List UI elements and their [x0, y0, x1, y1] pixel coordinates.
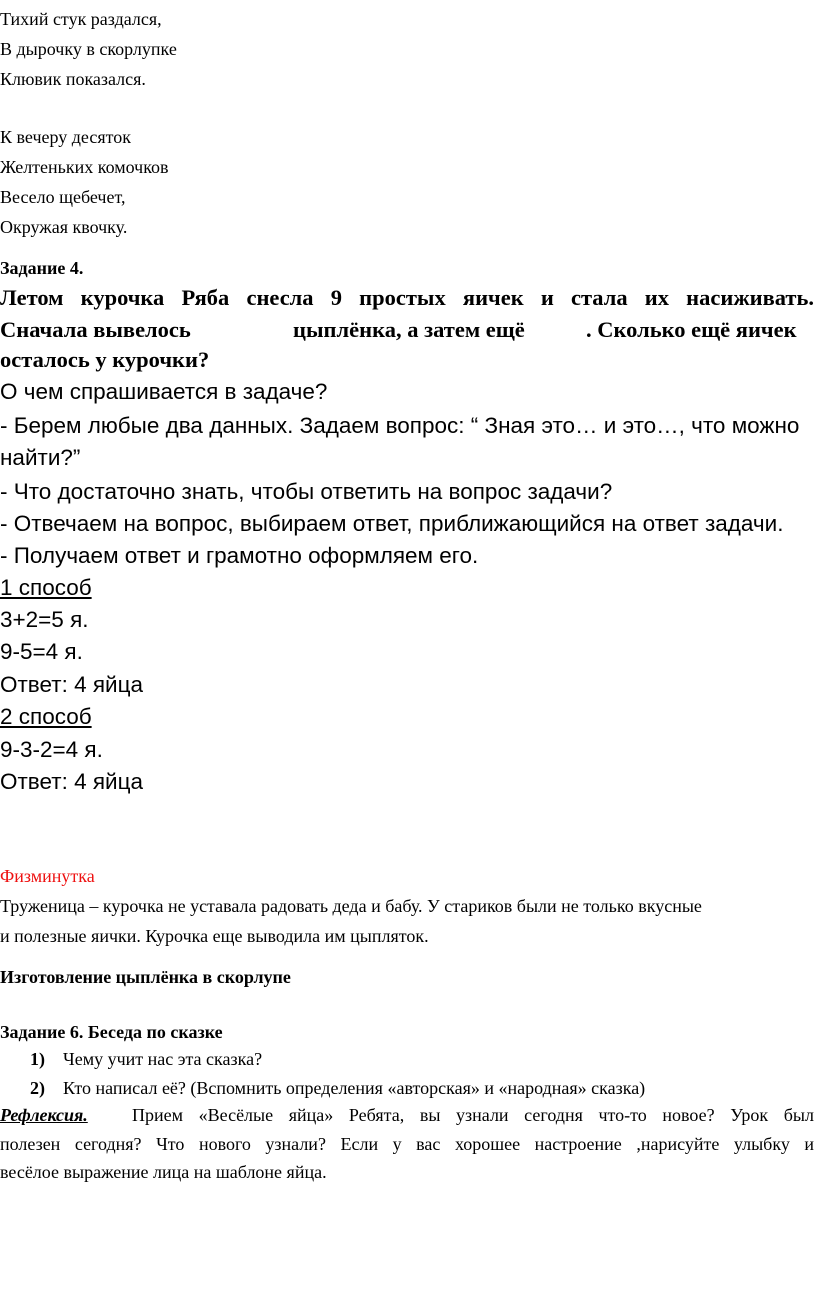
poem-line: Окружая квочку.	[0, 217, 128, 237]
task4-problem-line: Сначала вывелось	[0, 317, 191, 342]
craft-heading: Изготовление цыплёнка в скорлупе	[0, 967, 291, 987]
method1-answer: Ответ: 4 яйца	[0, 672, 143, 697]
method1-line: 3+2=5 я.	[0, 607, 89, 632]
poem-line: Тихий стук раздался,	[0, 9, 162, 29]
task4-problem-line: осталось у курочки?	[0, 347, 210, 372]
fizminutka-title: Физминутка	[0, 866, 95, 886]
task4-step: - Отвечаем на вопрос, выбираем ответ, приближающийся на ответ задачи.	[0, 511, 784, 536]
poem-line: Весело щебечет,	[0, 187, 126, 207]
reflection-text: полезен сегодня? Что нового узнали? Если у вас хорошее настроение ,нарисуйте улыбку и	[0, 1134, 814, 1154]
task4-step: найти?”	[0, 445, 81, 470]
reflection-label: Рефлексия.	[0, 1105, 88, 1125]
task4-problem-line: Летом курочка Ряба снесла 9 простых яичек и стала их насиживать.	[0, 285, 814, 310]
reflection-text: Прием «Весёлые яйца» Ребята, вы узнали сегодня что-то новое? Урок был	[132, 1105, 814, 1125]
fizminutka-text: и полезные яички. Курочка еще выводила им цыпляток.	[0, 926, 429, 946]
method2-answer: Ответ: 4 яйца	[0, 769, 143, 794]
list-item: Чему учит нас эта сказка?	[63, 1049, 263, 1069]
fizminutka-text: Труженица – курочка не уставала радовать деда и бабу. У стариков были не только вкусные	[0, 896, 702, 916]
poem-line: В дырочку в скорлупке	[0, 39, 177, 59]
poem-line: К вечеру десяток	[0, 127, 131, 147]
task4-problem-line: . Сколько ещё яичек	[586, 317, 797, 342]
poem-line: Желтеньких комочков	[0, 157, 169, 177]
task6-heading: Задание 6. Беседа по сказке	[0, 1022, 223, 1042]
method1-line: 9-5=4 я.	[0, 639, 83, 664]
task4-step: О чем спрашивается в задаче?	[0, 379, 328, 404]
task4-step: - Что достаточно знать, чтобы ответить на вопрос задачи?	[0, 479, 613, 504]
method2-label: 2 способ	[0, 704, 92, 729]
method1-label: 1 способ	[0, 575, 92, 600]
list-item: Кто написал её? (Вспомнить определения «авторская» и «народная» сказка)	[63, 1078, 646, 1098]
list-number: 1)	[30, 1049, 45, 1069]
task4-step: - Берем любые два данных. Задаем вопрос: “ Зная это… и это…, что можно	[0, 413, 800, 438]
poem-line: Клювик показался.	[0, 69, 146, 89]
task4-step: - Получаем ответ и грамотно оформляем его.	[0, 543, 479, 568]
task4-heading: Задание 4.	[0, 258, 84, 278]
reflection-text: весёлое выражение лица на шаблоне яйца.	[0, 1162, 327, 1182]
task4-problem-line: цыплёнка, а затем ещё	[293, 317, 525, 342]
list-number: 2)	[30, 1078, 45, 1098]
method2-line: 9-3-2=4 я.	[0, 737, 103, 762]
